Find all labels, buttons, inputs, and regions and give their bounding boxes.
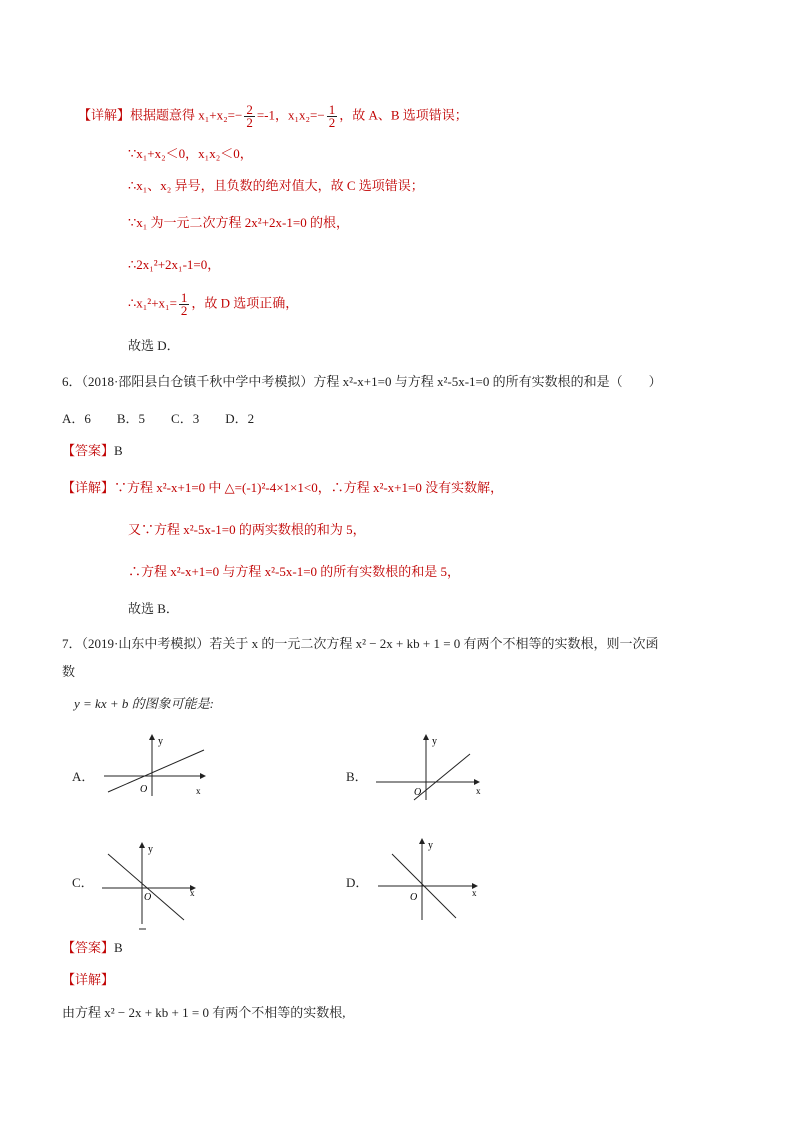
option-c-label: C． [72, 875, 94, 890]
q7-stem-3: y = kx + b 的图象可能是: [74, 696, 214, 711]
q7-explain-label: 【详解】 [62, 972, 115, 987]
origin-label: O [140, 784, 148, 795]
option-a-label: A． [72, 769, 95, 784]
graph-a [100, 732, 212, 800]
q6-explain-2: 又∵方程 x²-5x-1=0 的两实数根的和为 5， [128, 522, 366, 537]
svg-text:O: O [410, 892, 418, 903]
graph-c [96, 840, 208, 932]
svg-text:x: x [476, 786, 481, 796]
q6-answer: 【答案】B [62, 443, 123, 458]
q6-explain-3: ∴方程 x²-x+1=0 与方程 x²-5x-1=0 的所有实数根的和是 5， [128, 564, 461, 579]
explain-label: 【详解】 [78, 107, 131, 123]
explain-line-1: 【详解】根据题意得 x₁+x₂=− $\frac{2}{2}$ =-1，x₁x₂=− $\frac{1}{2}$ ，故 A、B 选项错误； [78, 102, 468, 130]
q6-options: A．6 B．5 C．3 D．2 [62, 411, 255, 426]
graph-b [372, 732, 484, 802]
q6-explain-4: 故选 B． [128, 601, 179, 616]
q7-answer: 【答案】B [62, 940, 123, 955]
explain-line-5: ∴2x₁²+2x₁-1=0， [128, 257, 221, 272]
q7-stem-1: 7．（2019·山东中考模拟）若关于 x 的一元二次方程 x² − 2x + kb + 1 = 0 有两个不相等的实数根，则一次函 [62, 636, 659, 651]
x-label: x [196, 786, 201, 796]
graph-d [372, 836, 484, 924]
fraction: $\frac{1}{2}$ [328, 102, 336, 130]
y-label: y [158, 736, 163, 747]
svg-text:y: y [148, 844, 153, 855]
fraction: $\frac{2}{2}$ [246, 102, 253, 130]
svg-text:x: x [190, 888, 195, 898]
explain-line-3: ∴x₁、x₂ 异号，且负数的绝对值大，故 C 选项错误； [128, 178, 424, 193]
svg-text:y: y [432, 736, 437, 747]
svg-text:x: x [472, 888, 477, 898]
explain-line-6: ∴x₁²+x₁= $\frac{1}{2}$ ，故 D 选项正确， [128, 290, 299, 318]
option-b-label: B． [346, 769, 368, 784]
option-d-label: D． [346, 875, 369, 890]
explain-line-2: ∵x₁+x₂＜0，x₁x₂＜0， [128, 146, 253, 161]
fraction: $\frac{1}{2}$ [180, 290, 188, 318]
svg-text:O: O [414, 787, 422, 798]
explain-line-7: 故选 D． [128, 338, 180, 353]
explain-line-4: ∵x₁ 为一元二次方程 2x²+2x-1=0 的根， [128, 215, 349, 230]
q6-explain-1: 【详解】∵方程 x²-x+1=0 中 △=(-1)²-4×1×1<0，∴方程 x²-x+1=0 没有实数解， [62, 480, 504, 495]
svg-text:y: y [428, 840, 433, 851]
q7-explain-1: 由方程 x² − 2x + kb + 1 = 0 有两个不相等的实数根, [62, 1005, 346, 1020]
svg-text:O: O [144, 892, 152, 903]
q6-stem: 6．（2018·邵阳县白仓镇千秋中学中考模拟）方程 x²-x+1=0 与方程 x²-5x-1=0 的所有实数根的和是（ ） [62, 374, 662, 389]
q7-stem-2: 数 [62, 664, 76, 679]
